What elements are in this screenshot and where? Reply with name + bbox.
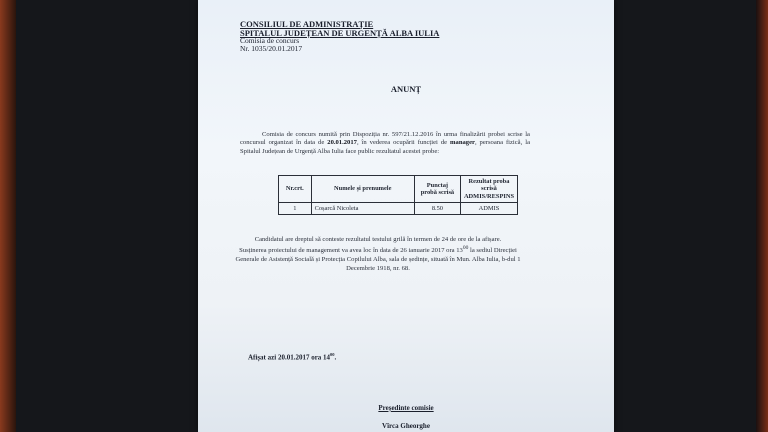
intro-text-3: , persoana fizică, la Spitalul Județean de Urgență Alba Iulia face public rezultatul acestei probe: — [240, 139, 530, 156]
note-text-b: la sediul Direcției Generale de Asistență Socială și Protecția Copilului Alba, sala de ședințe, situată în Mun. Alba Iulia, b-dul 1 Decembrie 1918, nr. 68. — [235, 247, 521, 272]
header-reference-number: Nr. 1035/20.01.2017 — [240, 43, 303, 53]
intro-text-1: Comisia de concurs numită prin Dispoziția nr. 597/21.12.2016 în urma finalizării probei scrise la concursul organizat în data de — [240, 130, 530, 147]
frame-edge-left — [0, 0, 16, 432]
intro-date: 20.01.2017 — [327, 139, 357, 147]
posted-end: . — [334, 353, 337, 362]
intro-paragraph — [240, 131, 530, 158]
note-contest-line: Candidatul are dreptul să conteste rezultatul testului grilă în termen de 24 de ore de la afișare. — [254, 236, 502, 243]
table-row — [279, 203, 518, 215]
posted-time-sup: 00 — [330, 352, 335, 357]
header-council: CONSILIUL DE ADMINISTRAȚIE — [240, 19, 374, 29]
intro-position: manager — [450, 139, 475, 147]
cell-result: ADMIS — [460, 203, 517, 215]
note-presentation-line — [228, 245, 528, 274]
table-header-row — [279, 176, 518, 203]
posted-text: Afișat azi 20.01.2017 ora 14 — [248, 353, 331, 362]
president-name: Vîrca Gheorghe — [382, 422, 430, 430]
cell-name: Coșarcă Nicoleta — [311, 203, 414, 215]
president-label: Președinte comisie — [378, 404, 434, 412]
document-header — [240, 20, 439, 52]
note-text-a: Susținerea proiectului de management va avea loc în data de 26 ianuarie 2017 ora 13 — [239, 247, 463, 255]
header-score: Punctaj probă scrisă — [414, 176, 460, 203]
document-page — [198, 0, 614, 432]
header-committee: Comisia de concurs — [240, 36, 300, 45]
note-time-sup: 00 — [462, 244, 469, 251]
header-hospital: SPITALUL JUDEȚEAN DE URGENȚĂ ALBA IULIA — [240, 27, 440, 38]
posted-date — [248, 352, 336, 361]
header-name: Numele și prenumele — [311, 176, 414, 203]
header-nr: Nr.crt. — [279, 176, 312, 203]
results-table — [278, 175, 518, 215]
header-result: Rezultat proba scrisă ADMIS/RESPINS — [460, 176, 517, 203]
document-title: ANUNȚ — [390, 84, 422, 94]
intro-text-2: , în vederea ocupării funcției de — [356, 139, 451, 147]
frame-edge-right — [756, 0, 768, 432]
cell-score: 8.50 — [414, 203, 460, 215]
note-paragraph — [228, 236, 528, 274]
cell-nr: 1 — [279, 203, 312, 215]
